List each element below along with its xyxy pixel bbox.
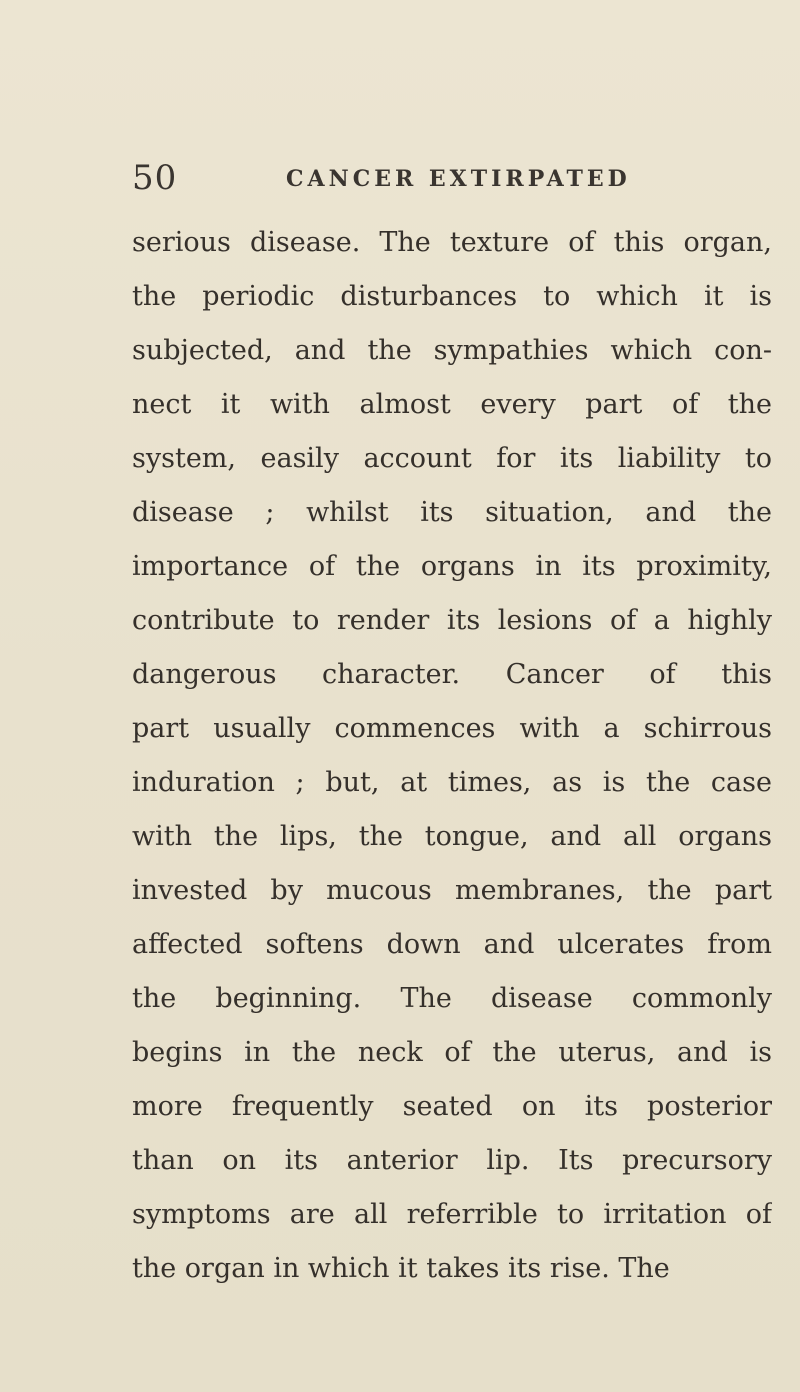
text-line: dangerous character. Cancer of this: [132, 659, 772, 690]
text-line: the organ in which it takes its rise. The: [132, 1253, 670, 1284]
text-line: nect it with almost every part of the: [132, 389, 772, 420]
body-text: [132, 216, 772, 1296]
text-line: part usually commences with a schirrous: [132, 713, 772, 744]
text-line: symptoms are all referrible to irritation of: [132, 1199, 772, 1230]
text-line: affected softens down and ulcerates from: [132, 929, 772, 960]
page-number: 50: [132, 158, 178, 198]
text-line: contribute to render its lesions of a highly: [132, 605, 772, 636]
text-line: serious disease. The texture of this organ,: [132, 227, 772, 258]
text-line: than on its anterior lip. Its precursory: [132, 1145, 772, 1176]
text-line: system, easily account for its liability to: [132, 443, 772, 474]
text-line: disease ; whilst its situation, and the: [132, 497, 772, 528]
text-line: invested by mucous membranes, the part: [132, 875, 772, 906]
text-line: the beginning. The disease commonly: [132, 983, 772, 1014]
page-header: [132, 150, 772, 200]
text-line: induration ; but, at times, as is the case: [132, 767, 772, 798]
text-line: importance of the organs in its proximity,: [132, 551, 772, 582]
text-line: begins in the neck of the uterus, and is: [132, 1037, 772, 1068]
running-head: CANCER EXTIRPATED: [286, 166, 631, 192]
text-line: subjected, and the sympathies which con-: [132, 335, 772, 366]
text-line: the periodic disturbances to which it is: [132, 281, 772, 312]
text-line: more frequently seated on its posterior: [132, 1091, 772, 1122]
text-line: with the lips, the tongue, and all organs: [132, 821, 772, 852]
